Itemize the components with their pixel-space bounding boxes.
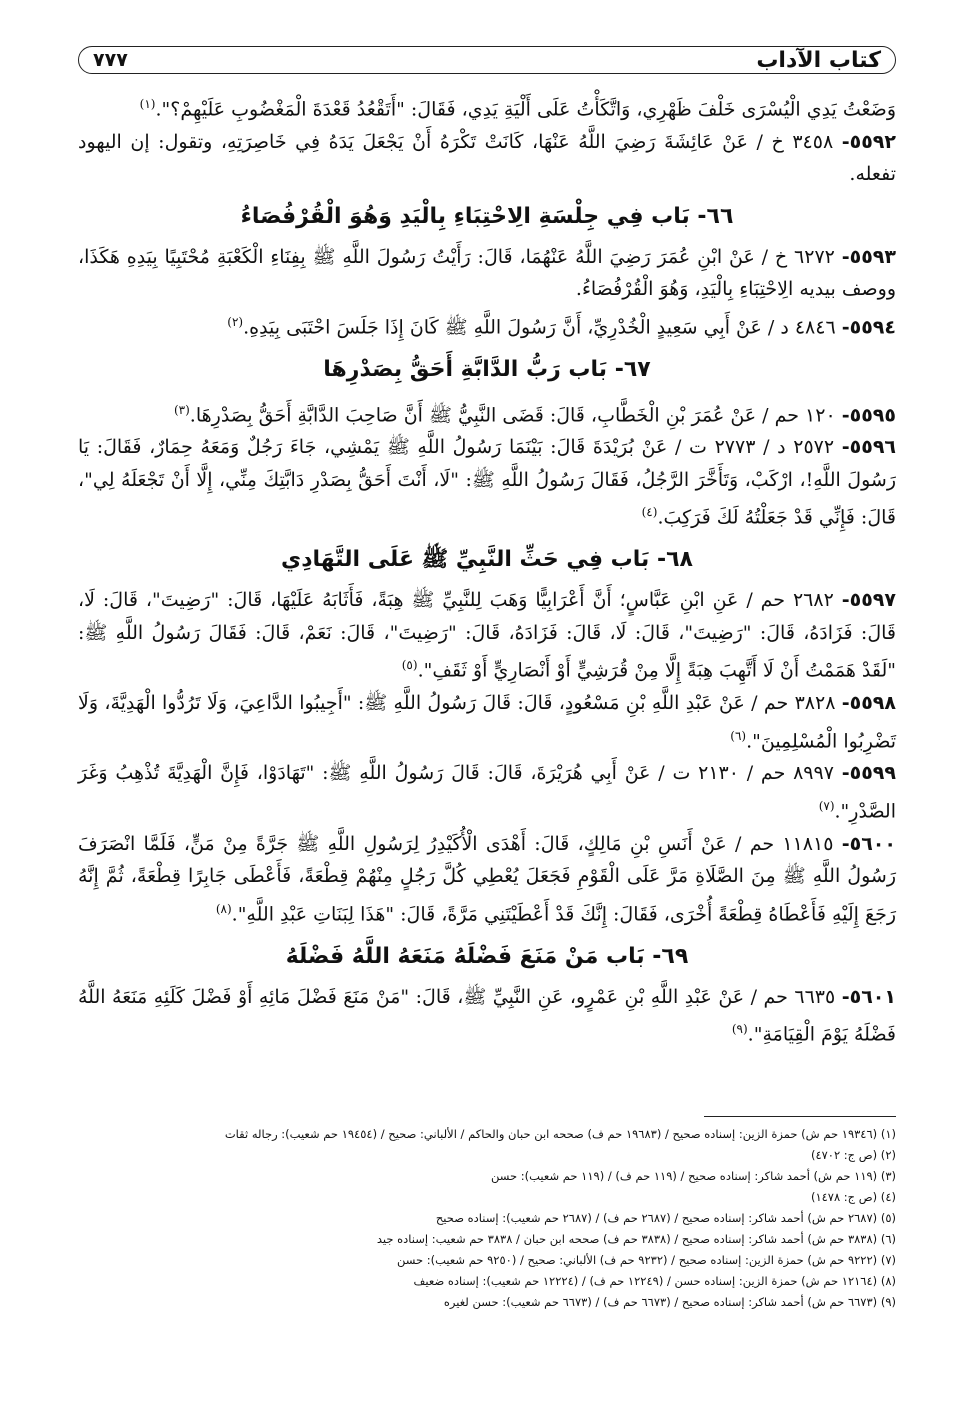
footnote-ref: (٥): [401, 658, 418, 673]
footnote-ref: (٣): [173, 402, 190, 417]
hadith-5595: ٥٥٩٥- ١٢٠ حم / عَنْ عُمَرَ بْنِ الْخَطَّابِ، قَالَ: قَضَى النَّبِيُّ ﷺ أَنَّ صَاحِبَ الدَّابَّةِ أَحَقُّ بِصَدْرِهَا.$^{(٣)}$: [173, 402, 896, 426]
page-header: [78, 46, 896, 74]
body-text: [78, 88, 896, 1051]
footnote: (٥) (٢٦٨٧ حم ش) أحمد شاكر: إسناده صحيح / (٢٦٨٧ حم ف) / (٢٦٨٧ حم شعيب): إسناده صحيح: [435, 1211, 896, 1225]
hadith-5597: ٥٥٩٧- ٢٦٨٢ حم / عَنِ ابْنِ عَبَّاسٍ؛ أَنَّ أَعْرَابِيًّا وَهَبَ لِلنَّبِيِّ ﷺ هِبَةً، فَأَثَابَهُ عَلَيْهَا، قَالَ: "رَضِيتَ"، قَالَ: لَا، قَالَ: فَزَادَهُ، قَالَ: "رَضِيتَ"، قَالَ: لَا، قَالَ: فَزَادَهُ، قَالَ: "رَضِيتَ"، قَالَ: نَعَمْ، قَالَ: فَقَالَ رَسُولُ اللَّهِ ﷺ: "لَقَدْ هَمَمْتُ أَنْ لَا أَتَّهِبَ هِبَةً إِلَّا مِنْ قُرَشِيٍّ أَوْ أَنْصَارِيٍّ أَوْ ثَقَفِ".$^{(٥)}$: [78, 589, 896, 682]
hadith-number: ٥٥٩٦-: [841, 436, 897, 459]
chapter-heading-68: ٦٨- بَاب فِي حَثِّ النَّبِيِّ ﷺ عَلَى التَّهَادِي: [281, 547, 693, 573]
footnote-ref: (١): [139, 97, 156, 111]
hadith-5592: ٥٥٩٢- ٣٤٥٨ خ / عَنْ عَائِشَةَ رَضِيَ اللَّهُ عَنْهَا، كَانَتْ تَكْرَهُ أَنْ يَجْعَلَ يَدَهُ فِي خَاصِرَتِهِ، وتقول: إن اليهود تفعله.: [78, 130, 896, 186]
footnote: (٣) (١١٩ حم ش) أحمد شاكر: إسناده صحيح / (١١٩ حم ف) / (١١٩ حم شعيب): حسن: [491, 1169, 896, 1183]
hadith-number: ٥٦٠١-: [841, 985, 896, 1008]
footnote-ref: (٧): [818, 798, 835, 813]
footnote: (٢) (ص ج: ٤٧٠٢): [810, 1148, 896, 1162]
hadith-5594: ٥٥٩٤- ٤٨٤٦ د / عَنْ أَبِي سَعِيدٍ الْخُدْرِيِّ، أَنَّ رَسُولَ اللَّهِ ﷺ كَانَ إِذَا جَلَسَ احْتَبَى بِيَدِهِ.$^{(٢)}$: [227, 314, 896, 339]
hadith-5599: ٥٥٩٩- ٨٩٩٧ حم / ٢١٣٠ ت / عَنْ أَبِي هُرَيْرَةَ، قَالَ: قَالَ رَسُولُ اللَّهِ ﷺ: "تَهَادَوْا، فَإِنَّ الْهَدِيَّةَ تُذْهِبُ وَغَرَ الصَّدْرِ".$^{(٧)}$: [78, 762, 896, 823]
footnote: (٨) (١٢١٦٤ حم ش) حمزة الزين: إسناده حسن / (١٢٢٤٩ حم ف) / (١٢٢٢٤ حم شعيب): إسناده ضعيف: [413, 1274, 896, 1288]
hadith-5596: ٥٥٩٦- ٢٥٧٢ د / ٢٧٧٣ ت / عَنْ بُرَيْدَةَ قَالَ: بَيْنَمَا رَسُولُ اللَّهِ ﷺ يَمْشِي، جَاءَ رَجُلٌ وَمَعَهُ حِمَارٌ، فَقَالَ: يَا رَسُولَ اللَّهِ!، ارْكَبْ، وَتَأَخَّرَ الرَّجُلُ، فَقَالَ رَسُولُ اللَّهِ ﷺ: "لَا، أَنْتَ أَحَقُّ بِصَدْرِ دَابَّتِكَ مِنِّي، إِلَّا أَنْ تَجْعَلَهُ لِي"، قَالَ: فَإِنِّي قَدْ جَعَلْتُهُ لَكَ فَرَكِبَ.$^{(٤)}$: [78, 436, 897, 529]
footnote: (٤) (ص ج: ١٤٧٨): [810, 1190, 896, 1204]
footnote-ref: (٢): [227, 314, 244, 329]
chapter-heading-69: ٦٩- بَاب مَنْ مَنَعَ فَضْلَهُ مَنَعَهُ اللَّهُ فَضْلَهُ: [285, 943, 689, 969]
hadith-5598: ٥٥٩٨- ٣٨٢٨ حم / عَنْ عَبْدِ اللَّهِ بْنِ مَسْعُودٍ، قَالَ: قَالَ رَسُولُ اللَّهِ ﷺ: "أَجِيبُوا الدَّاعِيَ، وَلَا تَرُدُّوا الْهَدِيَّةَ، وَلَا تَضْرِبُوا الْمُسْلِمِينَ".$^{(٦)}$: [78, 692, 896, 752]
hadith-number: ٥٥٩٩-: [841, 762, 896, 785]
hadith-number: ٥٥٩٤-: [841, 316, 896, 339]
footnotes: [78, 1124, 896, 1313]
footnote-ref: (٤): [641, 505, 658, 520]
hadith-5593: ٥٥٩٣- ٦٢٧٢ خ / عَنْ ابْنِ عُمَرَ رَضِيَ اللَّهُ عَنْهُمَا، قَالَ: رَأَيْتُ رَسُولَ اللَّهِ ﷺ بِفِنَاءِ الْكَعْبَةِ مُحْتَبِيًا بِيَدِهِ هَكَذَا، ووصف بيديه الِاحْتِبَاءِ بِالْيَدِ، وَهُوَ الْقُرْفُصَاءُ.: [78, 245, 896, 301]
chapter-heading-66: ٦٦- بَاب فِي جِلْسَةِ الِاحْتِبَاءِ بِالْيَدِ وَهُوَ الْقُرْفُصَاءُ: [240, 203, 734, 229]
footnote: (٩) (٦٦٧٣ حم ش) أحمد شاكر: إسناده صحيح / (٦٦٧٣ حم ف) / (٦٦٧٣ حم شعيب): حسن لغيره: [443, 1295, 896, 1309]
footnote-ref: (٨): [215, 901, 232, 916]
hadith-5600: ٥٦٠٠- ١١٨١٥ حم / عَنْ أَنَسِ بْنِ مَالِكٍ، قَالَ: أَهْدَى الْأُكَيْدِرُ لِرَسُولِ اللَّهِ ﷺ جَرَّةً مِنْ مَنٍّ، فَلَمَّا انْصَرَفَ رَسُولُ اللَّهِ ﷺ مِنَ الصَّلَاةِ مَرَّ عَلَى الْقَوْمِ فَجَعَلَ يُعْطِي كُلَّ رَجُلٍ مِنْهُمْ قِطْعَةً، فَأَعْطَى جَابِرًا قِطْعَةً، ثُمَّ إِنَّهُ رَجَعَ إِلَيْهِ فَأَعْطَاهُ قِطْعَةً أُخْرَى، فَقَالَ: إِنَّكَ قَدْ أَعْطَيْتَنِي مَرَّةً، قَالَ: "هَذَا لِبَنَاتِ عَبْدِ اللَّهِ".$^{(٨)}$: [78, 832, 896, 926]
book-title: كتاب الآداب: [756, 47, 881, 73]
hadith-5601: ٥٦٠١- ٦٦٣٥ حم / عَنْ عَبْدِ اللَّهِ بْنِ عَمْرٍو، عَنِ النَّبِيِّ ﷺ، قَالَ: "مَنْ مَنَعَ فَضْلَ مَائِهِ أَوْ فَضْلَ كَلَئِهِ مَنَعَهُ اللَّهُ فَضْلَهُ يَوْمَ الْقِيَامَةِ".$^{(٩)}$: [78, 985, 896, 1046]
footnote-separator: [704, 1116, 896, 1117]
footnote-ref: (٩): [731, 1022, 748, 1037]
footnote: (٧) (٩٢٢٢ حم ش) حمزة الزين: إسناده صحيح / (٩٢٣٢ حم ف) الألباني: صحيح / (٩٢٥٠ حم شعيب): حسن: [396, 1253, 896, 1267]
hadith-continuation: وَضَعْتُ يَدِي الْيُسْرَى خَلْفَ ظَهْرِي، وَاتَّكَأْتُ عَلَى أَلْيَةِ يَدِي، فَقَالَ: "أَتَقْعُدُ قَعْدَةَ الْمَغْضُوبِ عَلَيْهِمْ؟".$^{(١)}$: [139, 97, 896, 121]
hadith-number: ٥٥٩٨-: [841, 692, 896, 715]
hadith-number: ٥٥٩٣-: [841, 245, 896, 268]
chapter-heading-67: ٦٧- بَاب رَبُّ الدَّابَّةِ أَحَقُّ بِصَدْرِهَا: [323, 356, 651, 382]
hadith-number: ٥٥٩٢-: [841, 130, 896, 153]
hadith-number: ٥٥٩٥-: [841, 403, 896, 426]
hadith-number: ٥٥٩٧-: [841, 589, 896, 612]
footnote: (٦) (٣٨٣٨ حم ش) أحمد شاكر: إسناده صحيح / (٣٨٣٨ حم ف) صححه ابن حبان / ٣٨٣٨ حم شعيب: إسناده جيد: [376, 1232, 896, 1246]
footnote-ref: (٦): [730, 728, 747, 743]
hadith-number: ٥٦٠٠-: [841, 832, 896, 855]
footnote: (١) (١٩٣٤٦ حم ش) حمزة الزين: إسناده صحيح / (١٩٦٨٣ حم ف) صححه ابن حبان والحاكم / الألباني: صحيح / (١٩٤٥٤ حم شعيب): رجاله ثقات: [224, 1127, 896, 1141]
page-number: ٧٧٧: [93, 49, 128, 71]
